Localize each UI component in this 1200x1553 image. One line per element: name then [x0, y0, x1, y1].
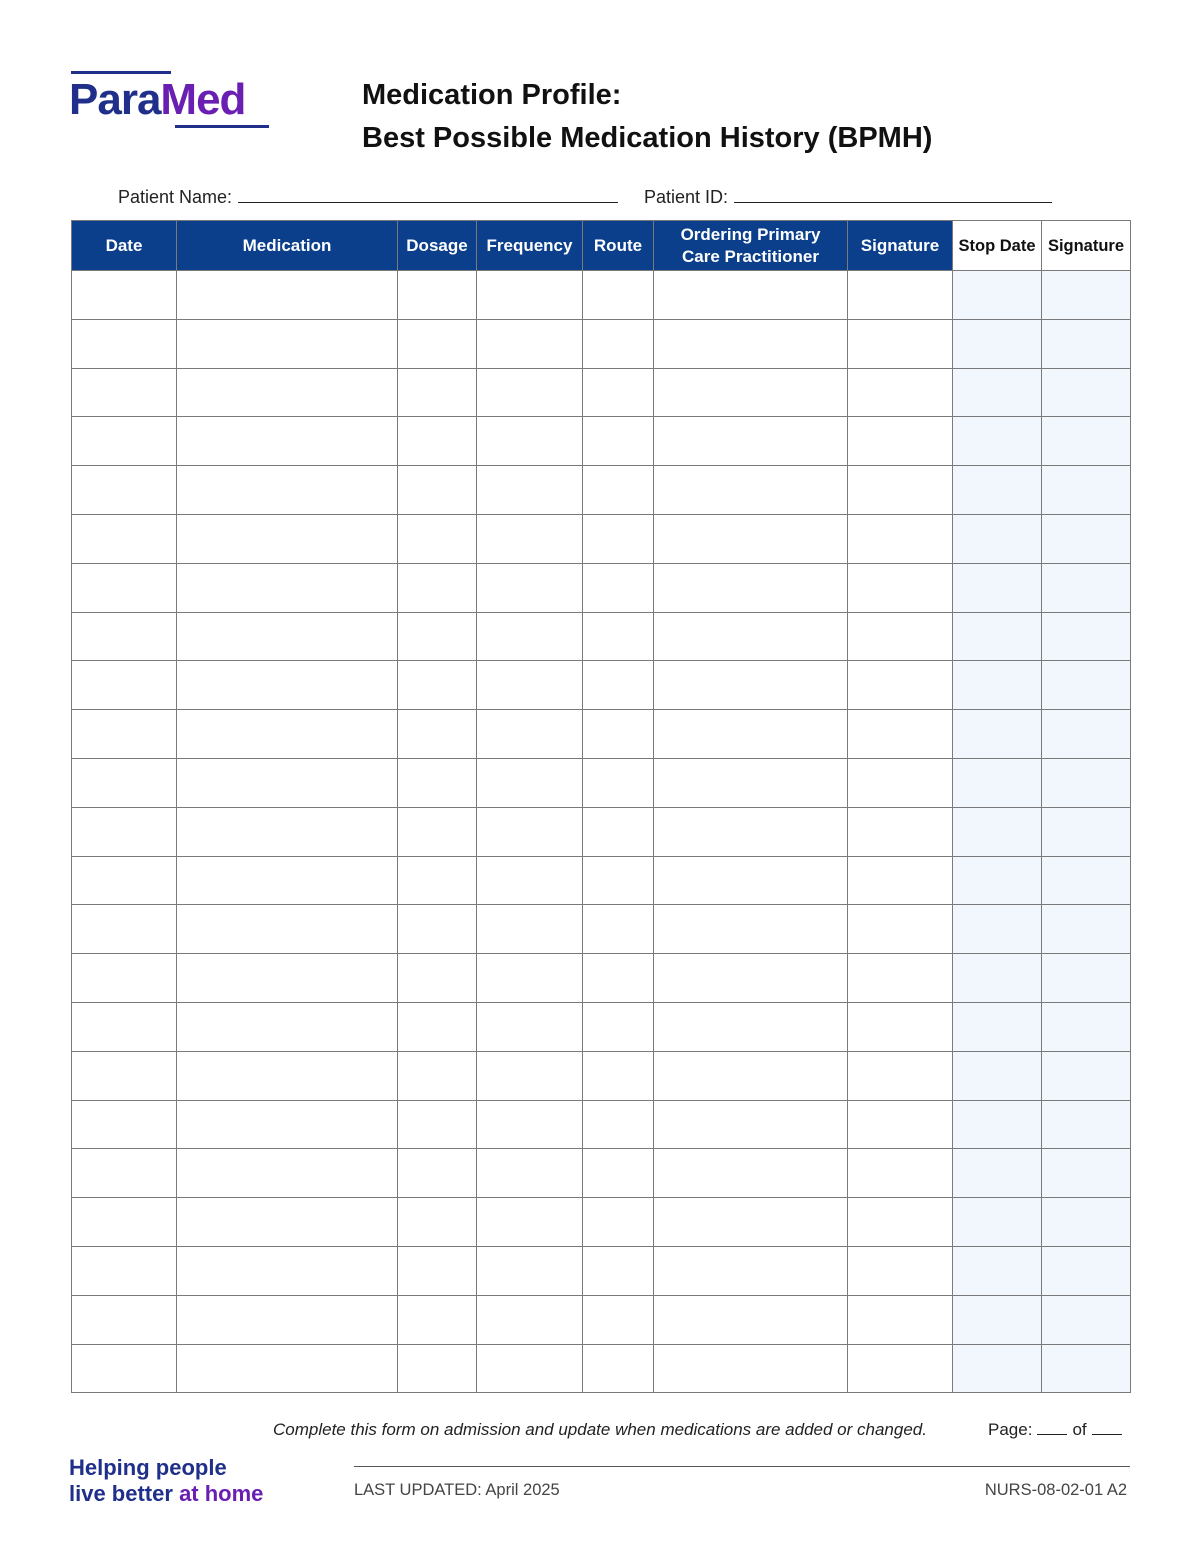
- cell-frequency[interactable]: [477, 710, 583, 759]
- cell-stop-signature[interactable]: [1042, 954, 1131, 1003]
- brand-tagline: [69, 1455, 263, 1507]
- cell-date[interactable]: [72, 612, 177, 661]
- cell-ordering-practitioner[interactable]: [654, 466, 848, 515]
- cell-dosage[interactable]: [398, 1198, 477, 1247]
- cell-frequency[interactable]: [477, 1100, 583, 1149]
- cell-date[interactable]: [72, 710, 177, 759]
- page-total-blank[interactable]: [1092, 1420, 1122, 1435]
- cell-date[interactable]: [72, 807, 177, 856]
- table-row: [72, 319, 1131, 368]
- cell-medication[interactable]: [177, 758, 398, 807]
- table-row: [72, 905, 1131, 954]
- cell-medication[interactable]: [177, 1246, 398, 1295]
- cell-stop-signature[interactable]: [1042, 1051, 1131, 1100]
- cell-medication[interactable]: [177, 514, 398, 563]
- cell-medication[interactable]: [177, 271, 398, 320]
- cell-stop-signature[interactable]: [1042, 417, 1131, 466]
- cell-stop-signature[interactable]: [1042, 271, 1131, 320]
- cell-date[interactable]: [72, 905, 177, 954]
- cell-dosage[interactable]: [398, 758, 477, 807]
- cell-medication[interactable]: [177, 466, 398, 515]
- cell-frequency[interactable]: [477, 758, 583, 807]
- header-frequency: Frequency: [477, 221, 583, 271]
- cell-frequency[interactable]: [477, 1051, 583, 1100]
- table-row: [72, 1246, 1131, 1295]
- cell-date[interactable]: [72, 758, 177, 807]
- cell-stop-date[interactable]: [953, 466, 1042, 515]
- cell-medication[interactable]: [177, 856, 398, 905]
- cell-medication[interactable]: [177, 661, 398, 710]
- cell-stop-date[interactable]: [953, 563, 1042, 612]
- cell-stop-date[interactable]: [953, 856, 1042, 905]
- cell-medication[interactable]: [177, 1198, 398, 1247]
- cell-dosage[interactable]: [398, 1246, 477, 1295]
- header-stop-signature: Signature: [1042, 221, 1131, 271]
- cell-dosage[interactable]: [398, 466, 477, 515]
- cell-stop-signature[interactable]: [1042, 563, 1131, 612]
- cell-route[interactable]: [583, 1295, 654, 1344]
- cell-stop-date[interactable]: [953, 905, 1042, 954]
- tagline-line-1: Helping people: [69, 1455, 227, 1480]
- header-stop-date: Stop Date: [953, 221, 1042, 271]
- cell-dosage[interactable]: [398, 563, 477, 612]
- medication-table: [71, 220, 1131, 1393]
- cell-frequency[interactable]: [477, 271, 583, 320]
- table-row: [72, 368, 1131, 417]
- cell-stop-date[interactable]: [953, 661, 1042, 710]
- header-medication: Medication: [177, 221, 398, 271]
- cell-signature[interactable]: [848, 710, 953, 759]
- cell-route[interactable]: [583, 1344, 654, 1393]
- cell-medication[interactable]: [177, 1295, 398, 1344]
- cell-stop-signature[interactable]: [1042, 1198, 1131, 1247]
- cell-signature[interactable]: [848, 612, 953, 661]
- cell-frequency[interactable]: [477, 1295, 583, 1344]
- table-row: [72, 1051, 1131, 1100]
- cell-stop-signature[interactable]: [1042, 514, 1131, 563]
- cell-date[interactable]: [72, 417, 177, 466]
- page-of-label: of: [1072, 1420, 1087, 1439]
- cell-frequency[interactable]: [477, 1246, 583, 1295]
- header-ordering-line-2: Care Practitioner: [682, 246, 819, 266]
- cell-date[interactable]: [72, 1051, 177, 1100]
- cell-route[interactable]: [583, 563, 654, 612]
- cell-frequency[interactable]: [477, 856, 583, 905]
- cell-stop-signature[interactable]: [1042, 368, 1131, 417]
- cell-ordering-practitioner[interactable]: [654, 514, 848, 563]
- cell-ordering-practitioner[interactable]: [654, 758, 848, 807]
- cell-medication[interactable]: [177, 1149, 398, 1198]
- cell-dosage[interactable]: [398, 612, 477, 661]
- cell-signature[interactable]: [848, 1198, 953, 1247]
- tagline-line-2a: live better: [69, 1481, 173, 1506]
- patient-name-label: Patient Name:: [118, 187, 233, 207]
- cell-date[interactable]: [72, 1198, 177, 1247]
- cell-route[interactable]: [583, 319, 654, 368]
- cell-date[interactable]: [72, 1344, 177, 1393]
- cell-frequency[interactable]: [477, 1344, 583, 1393]
- table-row: [72, 758, 1131, 807]
- cell-stop-date[interactable]: [953, 271, 1042, 320]
- cell-ordering-practitioner[interactable]: [654, 1002, 848, 1051]
- cell-stop-date[interactable]: [953, 1100, 1042, 1149]
- cell-dosage[interactable]: [398, 1344, 477, 1393]
- page-counter: [988, 1420, 1127, 1440]
- cell-route[interactable]: [583, 661, 654, 710]
- cell-stop-date[interactable]: [953, 1198, 1042, 1247]
- cell-signature[interactable]: [848, 954, 953, 1003]
- cell-stop-date[interactable]: [953, 758, 1042, 807]
- cell-date[interactable]: [72, 368, 177, 417]
- patient-id-line[interactable]: [734, 184, 1052, 203]
- cell-frequency[interactable]: [477, 417, 583, 466]
- cell-ordering-practitioner[interactable]: [654, 563, 848, 612]
- cell-dosage[interactable]: [398, 319, 477, 368]
- cell-stop-signature[interactable]: [1042, 1295, 1131, 1344]
- cell-stop-date[interactable]: [953, 710, 1042, 759]
- cell-ordering-practitioner[interactable]: [654, 612, 848, 661]
- cell-stop-signature[interactable]: [1042, 661, 1131, 710]
- cell-ordering-practitioner[interactable]: [654, 417, 848, 466]
- table-row: [72, 466, 1131, 515]
- cell-dosage[interactable]: [398, 905, 477, 954]
- header-date: Date: [72, 221, 177, 271]
- cell-signature[interactable]: [848, 1149, 953, 1198]
- cell-medication[interactable]: [177, 1002, 398, 1051]
- cell-stop-signature[interactable]: [1042, 710, 1131, 759]
- cell-route[interactable]: [583, 612, 654, 661]
- cell-ordering-practitioner[interactable]: [654, 1344, 848, 1393]
- cell-date[interactable]: [72, 1295, 177, 1344]
- cell-stop-signature[interactable]: [1042, 905, 1131, 954]
- cell-dosage[interactable]: [398, 710, 477, 759]
- cell-route[interactable]: [583, 1246, 654, 1295]
- cell-frequency[interactable]: [477, 319, 583, 368]
- table-row: [72, 563, 1131, 612]
- cell-medication[interactable]: [177, 368, 398, 417]
- cell-stop-signature[interactable]: [1042, 1344, 1131, 1393]
- paramed-logo: [69, 70, 271, 132]
- cell-frequency[interactable]: [477, 466, 583, 515]
- cell-dosage[interactable]: [398, 271, 477, 320]
- cell-signature[interactable]: [848, 466, 953, 515]
- cell-frequency[interactable]: [477, 807, 583, 856]
- cell-signature[interactable]: [848, 758, 953, 807]
- cell-medication[interactable]: [177, 1344, 398, 1393]
- cell-dosage[interactable]: [398, 417, 477, 466]
- cell-dosage[interactable]: [398, 1149, 477, 1198]
- cell-signature[interactable]: [848, 807, 953, 856]
- cell-dosage[interactable]: [398, 1002, 477, 1051]
- cell-date[interactable]: [72, 954, 177, 1003]
- tagline-line-2b: at home: [179, 1481, 264, 1506]
- cell-route[interactable]: [583, 856, 654, 905]
- table-body: [72, 271, 1131, 1393]
- cell-signature[interactable]: [848, 905, 953, 954]
- cell-ordering-practitioner[interactable]: [654, 807, 848, 856]
- cell-dosage[interactable]: [398, 514, 477, 563]
- cell-dosage[interactable]: [398, 1295, 477, 1344]
- cell-signature[interactable]: [848, 319, 953, 368]
- cell-frequency[interactable]: [477, 368, 583, 417]
- cell-stop-signature[interactable]: [1042, 758, 1131, 807]
- cell-stop-date[interactable]: [953, 1149, 1042, 1198]
- cell-stop-date[interactable]: [953, 807, 1042, 856]
- logo-para: Para: [69, 75, 161, 124]
- cell-date[interactable]: [72, 514, 177, 563]
- cell-route[interactable]: [583, 905, 654, 954]
- cell-signature[interactable]: [848, 563, 953, 612]
- cell-medication[interactable]: [177, 612, 398, 661]
- cell-ordering-practitioner[interactable]: [654, 1198, 848, 1247]
- title-line-1: Medication Profile:: [362, 79, 622, 111]
- cell-stop-date[interactable]: [953, 1246, 1042, 1295]
- cell-route[interactable]: [583, 758, 654, 807]
- cell-signature[interactable]: [848, 514, 953, 563]
- cell-route[interactable]: [583, 368, 654, 417]
- cell-dosage[interactable]: [398, 661, 477, 710]
- cell-stop-date[interactable]: [953, 1002, 1042, 1051]
- table-row: [72, 514, 1131, 563]
- cell-stop-date[interactable]: [953, 368, 1042, 417]
- cell-stop-signature[interactable]: [1042, 466, 1131, 515]
- cell-stop-signature[interactable]: [1042, 1246, 1131, 1295]
- table-header-row: [72, 221, 1131, 271]
- cell-medication[interactable]: [177, 563, 398, 612]
- cell-route[interactable]: [583, 1051, 654, 1100]
- cell-ordering-practitioner[interactable]: [654, 1149, 848, 1198]
- patient-id-field[interactable]: [644, 184, 1052, 208]
- cell-dosage[interactable]: [398, 954, 477, 1003]
- cell-date[interactable]: [72, 1002, 177, 1051]
- cell-signature[interactable]: [848, 1100, 953, 1149]
- title-line-2: Best Possible Medication History (BPMH): [362, 122, 933, 154]
- cell-ordering-practitioner[interactable]: [654, 905, 848, 954]
- cell-signature[interactable]: [848, 271, 953, 320]
- cell-signature[interactable]: [848, 1002, 953, 1051]
- table-row: [72, 1295, 1131, 1344]
- patient-name-line[interactable]: [238, 184, 618, 203]
- cell-date[interactable]: [72, 1100, 177, 1149]
- cell-date[interactable]: [72, 563, 177, 612]
- cell-dosage[interactable]: [398, 1051, 477, 1100]
- cell-ordering-practitioner[interactable]: [654, 856, 848, 905]
- cell-route[interactable]: [583, 807, 654, 856]
- cell-ordering-practitioner[interactable]: [654, 319, 848, 368]
- cell-signature[interactable]: [848, 1051, 953, 1100]
- cell-frequency[interactable]: [477, 1002, 583, 1051]
- page-number-blank[interactable]: [1037, 1420, 1067, 1435]
- page-label: Page:: [988, 1420, 1033, 1439]
- cell-dosage[interactable]: [398, 856, 477, 905]
- cell-frequency[interactable]: [477, 954, 583, 1003]
- cell-frequency[interactable]: [477, 1198, 583, 1247]
- cell-route[interactable]: [583, 1198, 654, 1247]
- table-row: [72, 1198, 1131, 1247]
- cell-signature[interactable]: [848, 417, 953, 466]
- cell-frequency[interactable]: [477, 661, 583, 710]
- cell-stop-signature[interactable]: [1042, 612, 1131, 661]
- cell-dosage[interactable]: [398, 807, 477, 856]
- cell-ordering-practitioner[interactable]: [654, 661, 848, 710]
- cell-medication[interactable]: [177, 807, 398, 856]
- cell-route[interactable]: [583, 954, 654, 1003]
- table-row: [72, 1002, 1131, 1051]
- table-row: [72, 661, 1131, 710]
- cell-signature[interactable]: [848, 1246, 953, 1295]
- cell-medication[interactable]: [177, 319, 398, 368]
- logo-med: Med: [160, 75, 246, 124]
- cell-stop-signature[interactable]: [1042, 1100, 1131, 1149]
- cell-stop-signature[interactable]: [1042, 856, 1131, 905]
- cell-frequency[interactable]: [477, 612, 583, 661]
- cell-date[interactable]: [72, 319, 177, 368]
- cell-medication[interactable]: [177, 417, 398, 466]
- table-row: [72, 417, 1131, 466]
- table-row: [72, 807, 1131, 856]
- cell-dosage[interactable]: [398, 1100, 477, 1149]
- cell-date[interactable]: [72, 271, 177, 320]
- cell-ordering-practitioner[interactable]: [654, 271, 848, 320]
- form-code: NURS-08-02-01 A2: [984, 1481, 1127, 1499]
- cell-date[interactable]: [72, 466, 177, 515]
- table-row: [72, 271, 1131, 320]
- table-row: [72, 710, 1131, 759]
- cell-date[interactable]: [72, 1149, 177, 1198]
- cell-stop-signature[interactable]: [1042, 1149, 1131, 1198]
- cell-ordering-practitioner[interactable]: [654, 368, 848, 417]
- cell-medication[interactable]: [177, 1051, 398, 1100]
- cell-stop-date[interactable]: [953, 514, 1042, 563]
- cell-medication[interactable]: [177, 954, 398, 1003]
- cell-date[interactable]: [72, 1246, 177, 1295]
- cell-ordering-practitioner[interactable]: [654, 1051, 848, 1100]
- cell-signature[interactable]: [848, 856, 953, 905]
- instruction-note: Complete this form on admission and update when medications are added or changed.: [273, 1420, 927, 1439]
- table-row: [72, 1100, 1131, 1149]
- cell-signature[interactable]: [848, 368, 953, 417]
- cell-date[interactable]: [72, 856, 177, 905]
- logo-wordmark: [69, 74, 245, 126]
- cell-stop-date[interactable]: [953, 1051, 1042, 1100]
- cell-stop-signature[interactable]: [1042, 1002, 1131, 1051]
- cell-ordering-practitioner[interactable]: [654, 710, 848, 759]
- table-row: [72, 856, 1131, 905]
- header-signature: Signature: [848, 221, 953, 271]
- table-row: [72, 612, 1131, 661]
- cell-signature[interactable]: [848, 661, 953, 710]
- cell-ordering-practitioner[interactable]: [654, 1295, 848, 1344]
- last-updated: LAST UPDATED: April 2025: [354, 1481, 560, 1499]
- cell-stop-date[interactable]: [953, 954, 1042, 1003]
- cell-frequency[interactable]: [477, 905, 583, 954]
- footer-divider: [354, 1466, 1130, 1467]
- table-row: [72, 1344, 1131, 1393]
- cell-signature[interactable]: [848, 1344, 953, 1393]
- cell-dosage[interactable]: [398, 368, 477, 417]
- header-dosage: Dosage: [398, 221, 477, 271]
- cell-route[interactable]: [583, 417, 654, 466]
- cell-route[interactable]: [583, 271, 654, 320]
- cell-medication[interactable]: [177, 710, 398, 759]
- header-ordering-practitioner: [654, 221, 848, 271]
- cell-stop-date[interactable]: [953, 1295, 1042, 1344]
- patient-id-label: Patient ID:: [644, 187, 729, 207]
- cell-medication[interactable]: [177, 905, 398, 954]
- cell-signature[interactable]: [848, 1295, 953, 1344]
- cell-stop-signature[interactable]: [1042, 319, 1131, 368]
- patient-name-field[interactable]: [118, 184, 618, 208]
- header-ordering-line-1: Ordering Primary: [680, 224, 821, 244]
- cell-date[interactable]: [72, 661, 177, 710]
- cell-ordering-practitioner[interactable]: [654, 1246, 848, 1295]
- cell-stop-signature[interactable]: [1042, 807, 1131, 856]
- page-title: [362, 74, 932, 160]
- cell-route[interactable]: [583, 466, 654, 515]
- cell-ordering-practitioner[interactable]: [654, 954, 848, 1003]
- cell-route[interactable]: [583, 710, 654, 759]
- table-row: [72, 1149, 1131, 1198]
- cell-stop-date[interactable]: [953, 1344, 1042, 1393]
- cell-route[interactable]: [583, 514, 654, 563]
- logo-accent-bottom: [175, 125, 269, 128]
- cell-frequency[interactable]: [477, 563, 583, 612]
- cell-stop-date[interactable]: [953, 319, 1042, 368]
- cell-stop-date[interactable]: [953, 417, 1042, 466]
- cell-route[interactable]: [583, 1149, 654, 1198]
- header-route: Route: [583, 221, 654, 271]
- cell-frequency[interactable]: [477, 514, 583, 563]
- table-row: [72, 954, 1131, 1003]
- cell-route[interactable]: [583, 1002, 654, 1051]
- cell-stop-date[interactable]: [953, 612, 1042, 661]
- cell-medication[interactable]: [177, 1100, 398, 1149]
- cell-frequency[interactable]: [477, 1149, 583, 1198]
- cell-ordering-practitioner[interactable]: [654, 1100, 848, 1149]
- cell-route[interactable]: [583, 1100, 654, 1149]
